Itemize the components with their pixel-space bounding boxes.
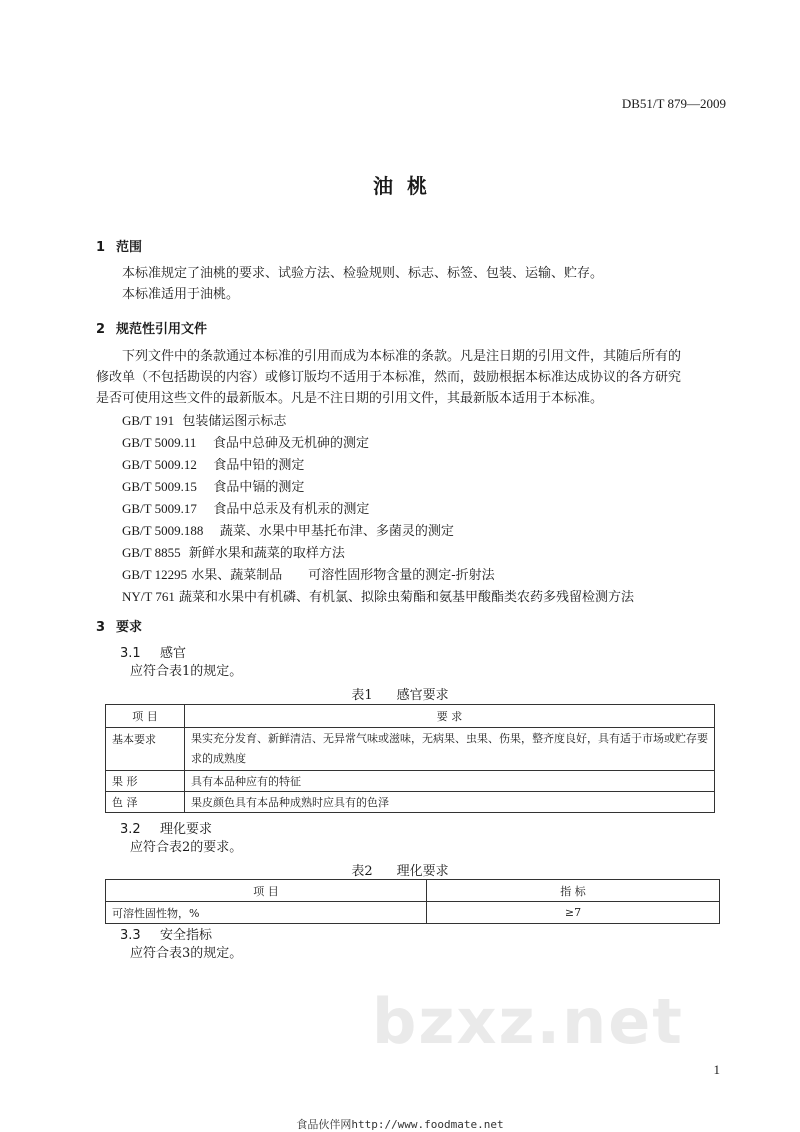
subsection-number: 3.2 (120, 822, 141, 837)
section-title: 要求 (116, 620, 143, 635)
table-cell: ≥7 (427, 902, 720, 924)
caption-title: 感官要求 (396, 688, 449, 703)
reference-item (122, 586, 634, 608)
scope-line: 本标准规定了油桃的要求、试验方法、检验规则、标志、标签、包装、运输、贮存。 (122, 266, 604, 281)
table-row (106, 771, 715, 792)
reference-item (122, 432, 369, 454)
reference-item (122, 564, 495, 586)
reference-item (122, 542, 345, 564)
section-number: 1 (96, 240, 106, 255)
table-header-row (106, 880, 720, 902)
caption-title: 理化要求 (396, 864, 449, 879)
reference-item (122, 454, 304, 476)
intro-line: 下列文件中的条款通过本标准的引用而成为本标准的条款。凡是注日期的引用文件，其随后所有的 (122, 349, 682, 364)
table-header-cell: 指 标 (427, 880, 720, 902)
reference-name: 食品中总砷及无机砷的测定 (212, 436, 369, 451)
subsection-title: 安全指标 (160, 928, 213, 943)
reference-name: 食品中镉的测定 (213, 480, 305, 495)
subsection-3-1-heading (120, 642, 186, 661)
document-title: 油桃 (373, 174, 441, 198)
reference-name: 水果、蔬菜制品 可溶性固形物含量的测定-折射法 (191, 568, 495, 583)
section-title: 规范性引用文件 (116, 322, 208, 337)
page-number: 1 (713, 1062, 720, 1077)
reference-code: GB/T 5009.17 (122, 501, 197, 516)
reference-name: 食品中总汞及有机汞的测定 (213, 502, 370, 517)
reference-code: GB/T 5009.15 (122, 479, 197, 494)
subsection-title: 理化要求 (160, 822, 213, 837)
reference-code: GB/T 5009.11 (122, 435, 197, 450)
standard-number: DB51/T 879—2009 (621, 96, 726, 111)
table-header-cell: 项 目 (106, 880, 427, 902)
subsection-number: 3.3 (120, 928, 141, 943)
table-cell: 色 泽 (106, 792, 185, 813)
watermark: bzxz.net (372, 985, 684, 1058)
section-2-heading (96, 318, 207, 337)
table-1-caption (0, 684, 800, 703)
reference-code: NY/T 761 (122, 589, 175, 604)
table-row (106, 728, 715, 771)
subsection-text: 应符合表1的规定。 (130, 664, 243, 679)
table-cell: 基本要求 (106, 728, 185, 771)
subsection-3-3-heading (120, 924, 212, 943)
reference-code: GB/T 8855 (122, 545, 181, 560)
table-row (106, 902, 720, 924)
reference-name: 蔬菜和水果中有机磷、有机氯、拟除虫菊酯和氨基甲酸酯类农药多残留检测方法 (179, 590, 635, 605)
reference-item (122, 476, 304, 498)
table-cell: 果皮颜色具有本品种成熟时应具有的色泽 (185, 792, 715, 813)
table-header-cell: 要 求 (185, 705, 715, 728)
table-cell: 果 形 (106, 771, 185, 792)
table-row (106, 792, 715, 813)
reference-name: 食品中铅的测定 (213, 458, 305, 473)
table-cell: 具有本品种应有的特征 (185, 771, 715, 792)
footer-source: 食品伙伴网http://www.foodmate.net (296, 1118, 504, 1131)
table-header-cell: 项 目 (106, 705, 185, 728)
table-cell: 果实充分发育、新鲜清洁、无异常气味或滋味，无病果、虫果、伤果，整齐度良好，具有适于市场或贮存要求的成熟度 (185, 728, 715, 771)
section-number: 2 (96, 322, 106, 337)
reference-name: 蔬菜、水果中甲基托布津、多菌灵的测定 (219, 524, 454, 539)
sensory-requirements-table (105, 704, 715, 813)
scope-line: 本标准适用于油桃。 (122, 287, 240, 302)
reference-item (122, 498, 369, 520)
intro-line: 修改单（不包括勘误的内容）或修订版均不适用于本标准，然而，鼓励根据本标准达成协议的各方研究 (96, 370, 682, 385)
reference-item (122, 520, 454, 542)
section-number: 3 (96, 620, 106, 635)
section-title: 范围 (116, 240, 143, 255)
reference-name: 包装储运图示标志 (182, 414, 287, 429)
caption-number: 表1 (351, 688, 373, 703)
table-cell: 可溶性固性物，% (106, 902, 427, 924)
reference-code: GB/T 12295 (122, 567, 188, 582)
subsection-3-2-heading (120, 818, 212, 837)
section-1-heading (96, 236, 142, 255)
subsection-text: 应符合表2的要求。 (130, 840, 243, 855)
caption-number: 表2 (351, 864, 373, 879)
section-3-heading (96, 616, 142, 635)
table-2-caption (0, 860, 800, 879)
subsection-number: 3.1 (120, 646, 141, 661)
reference-code: GB/T 5009.188 (122, 523, 204, 538)
reference-code: GB/T 191 (122, 413, 175, 428)
subsection-title: 感官 (160, 646, 187, 661)
reference-name: 新鲜水果和蔬菜的取样方法 (188, 546, 345, 561)
intro-line: 是否可使用这些文件的最新版本。凡是不注日期的引用文件，其最新版本适用于本标准。 (96, 391, 604, 406)
subsection-text: 应符合表3的规定。 (130, 946, 243, 961)
reference-item (122, 410, 286, 432)
table-header-row (106, 705, 715, 728)
reference-code: GB/T 5009.12 (122, 457, 197, 472)
physicochemical-requirements-table (105, 879, 720, 924)
